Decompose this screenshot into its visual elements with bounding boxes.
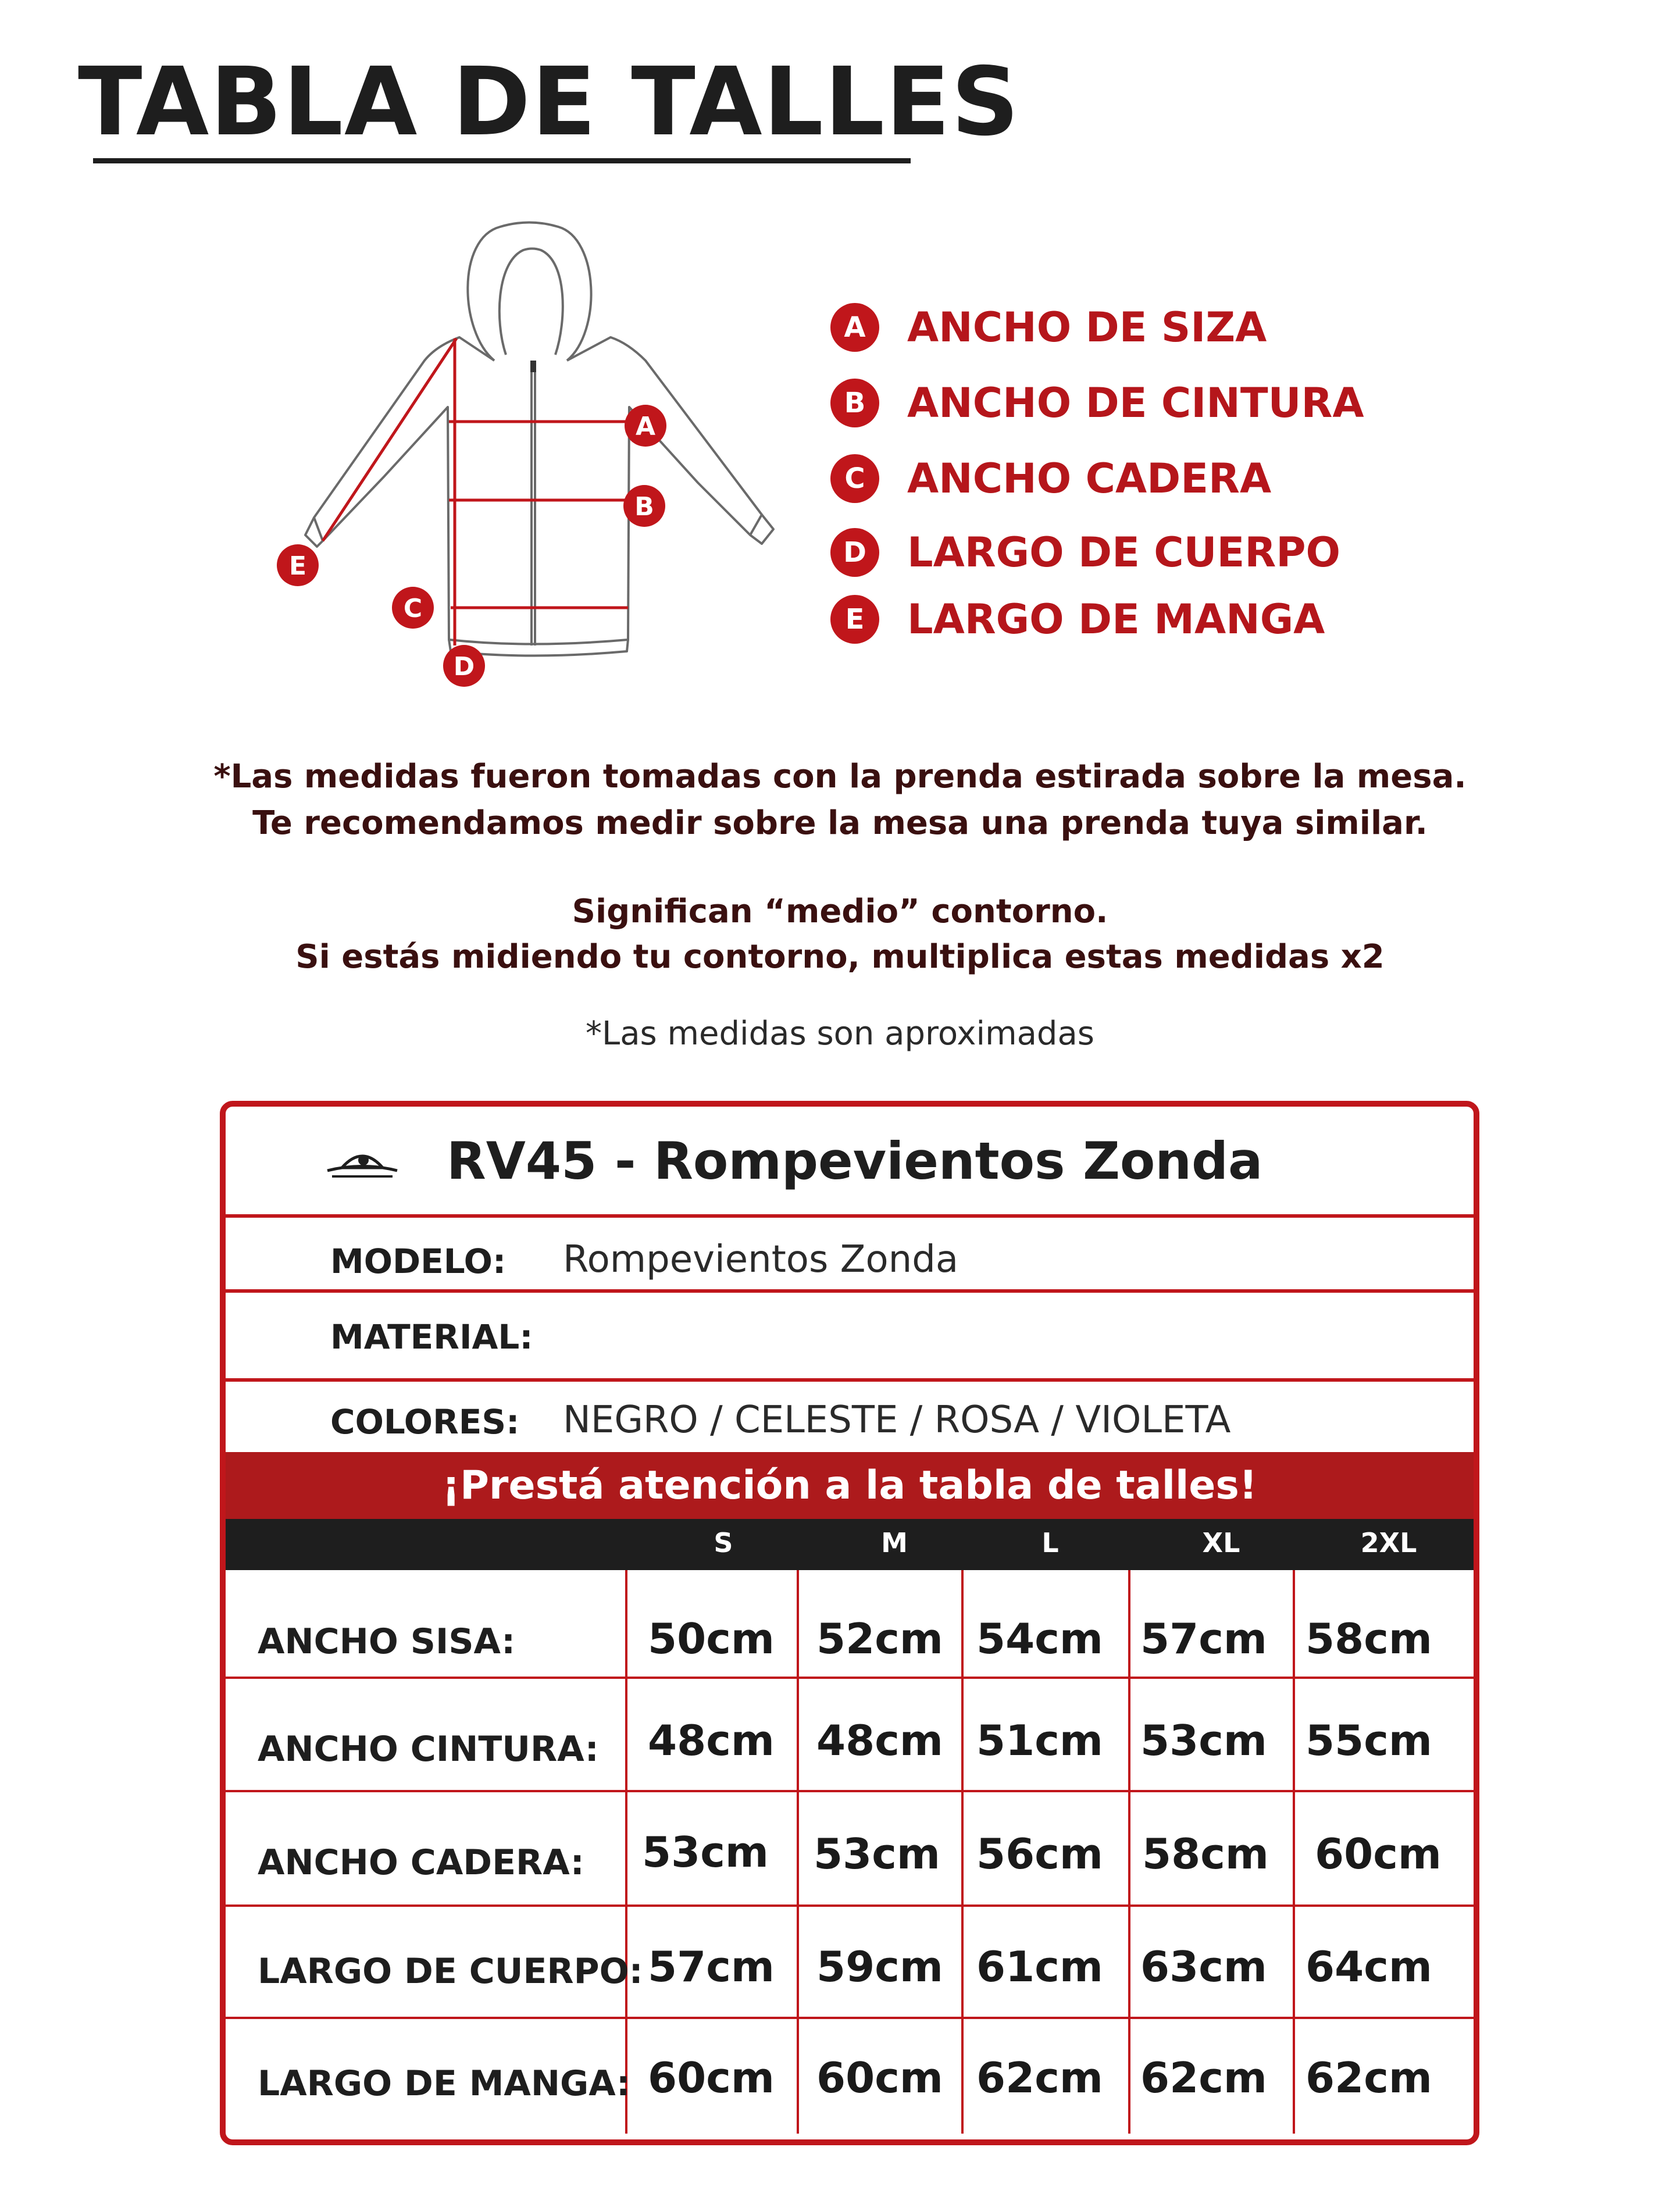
row-label: LARGO DE MANGA: bbox=[258, 2063, 630, 2104]
row-divider bbox=[226, 1790, 1474, 1792]
table-cell: 53cm bbox=[1140, 1716, 1267, 1765]
zipper-pull bbox=[530, 361, 536, 372]
legend-item-e bbox=[830, 593, 1325, 645]
legend-label: ANCHO DE SIZA bbox=[907, 304, 1267, 351]
legend-item-a bbox=[830, 301, 1267, 354]
legend-badge: E bbox=[830, 595, 879, 644]
marker-d-label: D bbox=[453, 652, 475, 682]
product-title: RV45 - Rompevientos Zonda bbox=[447, 1131, 1263, 1191]
table-cell: 63cm bbox=[1140, 1942, 1267, 1991]
divider bbox=[226, 1289, 1474, 1293]
legend-item-b bbox=[830, 377, 1364, 429]
note-line-3: Significan “medio” contorno. bbox=[572, 893, 1108, 930]
table-cell: 60cm bbox=[1315, 1829, 1442, 1878]
table-cell: 50cm bbox=[648, 1614, 775, 1663]
table-cell: 60cm bbox=[648, 2053, 775, 2102]
table-cell: 53cm bbox=[642, 1828, 769, 1877]
colores-value: NEGRO / CELESTE / ROSA / VIOLETA bbox=[563, 1399, 1231, 1442]
size-table-card bbox=[220, 1101, 1479, 2145]
table-cell: 61cm bbox=[976, 1942, 1103, 1991]
row-label: ANCHO CINTURA: bbox=[258, 1729, 599, 1770]
table-cell: 48cm bbox=[816, 1716, 943, 1765]
hoodie-outline bbox=[305, 223, 773, 656]
note-line-2: Te recomendamos medir sobre la mesa una prenda tuya similar. bbox=[252, 804, 1428, 842]
divider bbox=[226, 1378, 1474, 1382]
material-label: MATERIAL: bbox=[330, 1317, 533, 1357]
row-divider bbox=[226, 1677, 1474, 1679]
table-cell: 62cm bbox=[1306, 2053, 1432, 2102]
size-header-row bbox=[226, 1519, 1474, 1570]
size-head-l: L bbox=[1041, 1527, 1059, 1558]
marker-c-label: C bbox=[403, 594, 423, 623]
size-head-2xl: 2XL bbox=[1360, 1527, 1417, 1558]
table-cell: 60cm bbox=[816, 2053, 943, 2102]
row-label: ANCHO SISA: bbox=[258, 1621, 516, 1662]
row-label: LARGO DE CUERPO: bbox=[258, 1951, 643, 1992]
size-head-m: M bbox=[881, 1527, 908, 1558]
table-cell: 54cm bbox=[976, 1614, 1103, 1663]
note-line-1: *Las medidas fueron tomadas con la prenda estirada sobre la mesa. bbox=[213, 758, 1467, 796]
table-cell: 64cm bbox=[1306, 1942, 1432, 1991]
size-head-xl: XL bbox=[1202, 1527, 1240, 1558]
modelo-value: Rompevientos Zonda bbox=[563, 1238, 959, 1281]
row-label: ANCHO CADERA: bbox=[258, 1842, 584, 1883]
size-head-s: S bbox=[714, 1527, 733, 1558]
table-cell: 56cm bbox=[976, 1829, 1103, 1878]
marker-e-label: E bbox=[288, 551, 307, 581]
legend-badge: D bbox=[830, 528, 879, 577]
table-cell: 59cm bbox=[816, 1942, 943, 1991]
hoodie-diagram bbox=[250, 186, 808, 727]
legend-badge: A bbox=[830, 303, 879, 352]
legend-label: ANCHO DE CINTURA bbox=[907, 379, 1364, 427]
diagram-markers bbox=[277, 405, 666, 687]
table-cell: 58cm bbox=[1142, 1829, 1269, 1878]
table-cell: 53cm bbox=[814, 1829, 940, 1878]
marker-a-label: A bbox=[635, 412, 656, 441]
colores-label: COLORES: bbox=[330, 1402, 520, 1442]
brand-logo-icon bbox=[322, 1142, 403, 1182]
table-cell: 62cm bbox=[1140, 2053, 1267, 2102]
table-cell: 62cm bbox=[976, 2053, 1103, 2102]
card-title-row bbox=[226, 1107, 1474, 1214]
table-cell: 51cm bbox=[976, 1716, 1103, 1765]
legend-label: LARGO DE MANGA bbox=[907, 595, 1325, 643]
table-cell: 57cm bbox=[1140, 1614, 1267, 1663]
legend-label: LARGO DE CUERPO bbox=[907, 529, 1341, 576]
row-divider bbox=[226, 1904, 1474, 1907]
table-cell: 48cm bbox=[648, 1716, 775, 1765]
legend-label: ANCHO CADERA bbox=[907, 455, 1272, 502]
attention-banner: ¡Prestá atención a la tabla de talles! bbox=[226, 1452, 1474, 1519]
table-cell: 58cm bbox=[1306, 1614, 1432, 1663]
marker-b-label: B bbox=[634, 492, 654, 522]
table-cell: 52cm bbox=[816, 1614, 943, 1663]
note-line-5: *Las medidas son aproximadas bbox=[586, 1015, 1094, 1053]
legend-item-c bbox=[830, 452, 1271, 505]
divider bbox=[226, 1214, 1474, 1218]
note-line-4: Si estás midiendo tu contorno, multiplica estas medidas x2 bbox=[295, 938, 1385, 976]
legend-badge: C bbox=[830, 454, 879, 503]
title-underline bbox=[93, 158, 911, 163]
row-divider bbox=[226, 2017, 1474, 2019]
page-title: TABLA DE TALLES bbox=[78, 48, 1021, 157]
modelo-label: MODELO: bbox=[330, 1242, 507, 1281]
legend-item-d bbox=[830, 526, 1340, 579]
table-cell: 57cm bbox=[648, 1942, 775, 1991]
legend-badge: B bbox=[830, 379, 879, 427]
table-cell: 55cm bbox=[1306, 1716, 1432, 1765]
